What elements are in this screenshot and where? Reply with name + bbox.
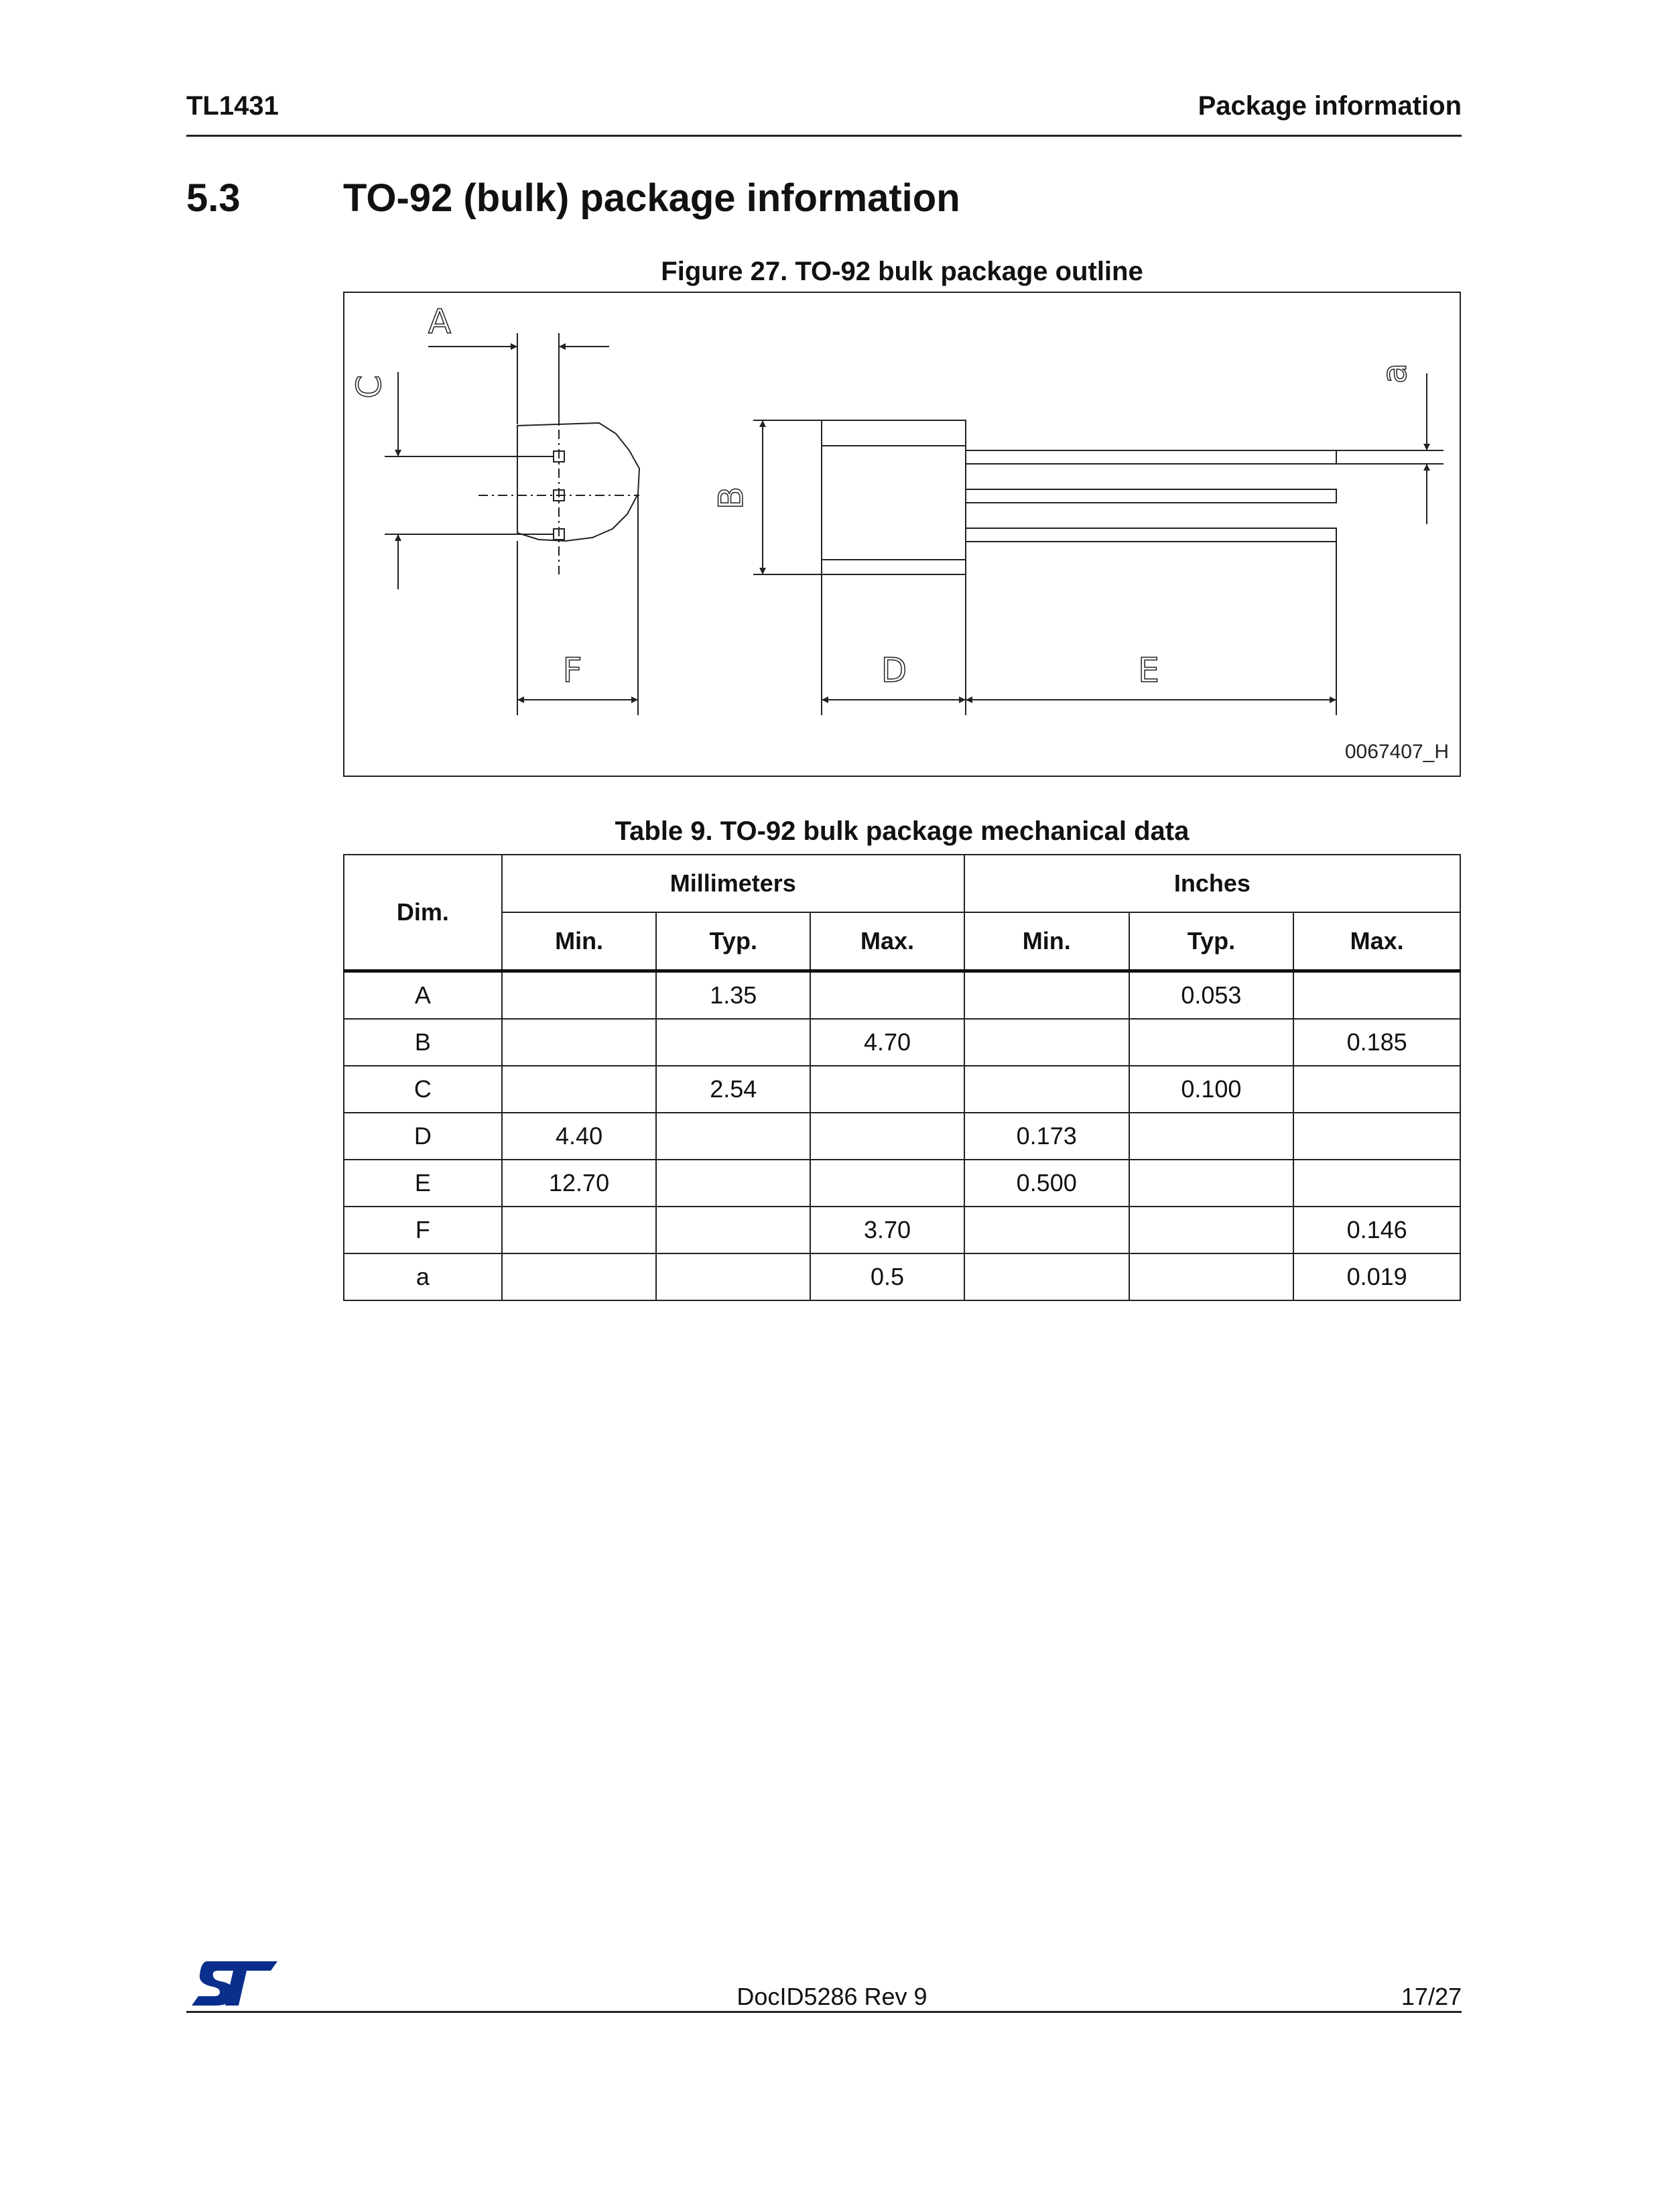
table-row: [344, 1019, 1460, 1066]
value-cell: 0.185: [1293, 1019, 1460, 1066]
value-cell: 0.173: [964, 1113, 1129, 1160]
value-cell: [656, 1253, 810, 1300]
lead-3: [966, 528, 1336, 542]
value-cell: 0.019: [1293, 1253, 1460, 1300]
value-cell: 4.40: [502, 1113, 657, 1160]
value-cell: [1129, 1207, 1294, 1253]
value-cell: [656, 1019, 810, 1066]
inches-header: Inches: [964, 855, 1460, 912]
value-cell: 3.70: [810, 1207, 964, 1253]
footer-page-number: 17/27: [1401, 1983, 1462, 2010]
value-cell: [810, 1113, 964, 1160]
value-cell: 4.70: [810, 1019, 964, 1066]
value-cell: 0.500: [964, 1160, 1129, 1207]
table-header-row: [344, 855, 1460, 912]
value-cell: [502, 971, 657, 1020]
value-cell: [964, 1019, 1129, 1066]
dim-cell: D: [344, 1113, 502, 1160]
value-cell: 0.100: [1129, 1066, 1294, 1113]
package-outline-figure: [343, 292, 1461, 777]
table-caption: Table 9. TO-92 bulk package mechanical data: [615, 816, 1190, 846]
figure-caption: Figure 27. TO-92 bulk package outline: [661, 257, 1143, 286]
value-cell: [502, 1019, 657, 1066]
section-number: 5.3: [186, 176, 241, 220]
label-F: F: [562, 651, 582, 690]
value-cell: [1129, 1113, 1294, 1160]
table-row: [344, 1113, 1460, 1160]
table-subheader-row: [344, 912, 1460, 971]
side-view-body: [822, 420, 966, 574]
value-cell: [964, 971, 1129, 1020]
value-cell: [964, 1066, 1129, 1113]
header-rule: [186, 135, 1462, 137]
front-view-body: [517, 423, 639, 541]
value-cell: [1129, 1253, 1294, 1300]
footer-doc-id: DocID5286 Rev 9: [737, 1983, 927, 2010]
section-title: TO-92 (bulk) package information: [343, 176, 960, 220]
table-row: [344, 971, 1460, 1020]
in-min-header: Min.: [964, 912, 1129, 971]
mm-typ-header: Typ.: [656, 912, 810, 971]
in-typ-header: Typ.: [1129, 912, 1294, 971]
figure-code: 0067407_H: [1344, 741, 1449, 763]
label-D: D: [881, 651, 907, 690]
value-cell: [656, 1160, 810, 1207]
lead-2: [966, 489, 1336, 503]
value-cell: [810, 971, 964, 1020]
table-row: [344, 1207, 1460, 1253]
value-cell: [1129, 1160, 1294, 1207]
value-cell: [502, 1066, 657, 1113]
value-cell: 1.35: [656, 971, 810, 1020]
dim-header: Dim.: [344, 855, 502, 971]
dim-cell: a: [344, 1253, 502, 1300]
value-cell: 0.146: [1293, 1207, 1460, 1253]
dim-cell: E: [344, 1160, 502, 1207]
header-product: TL1431: [186, 91, 279, 121]
dim-cell: C: [344, 1066, 502, 1113]
value-cell: [1293, 971, 1460, 1020]
value-cell: 0.5: [810, 1253, 964, 1300]
value-cell: [502, 1253, 657, 1300]
label-B: B: [712, 486, 751, 510]
lead-1: [966, 450, 1336, 464]
value-cell: [656, 1207, 810, 1253]
value-cell: 12.70: [502, 1160, 657, 1207]
value-cell: [964, 1253, 1129, 1300]
header-section: Package information: [1198, 91, 1462, 121]
value-cell: [1293, 1066, 1460, 1113]
value-cell: [810, 1160, 964, 1207]
dim-cell: B: [344, 1019, 502, 1066]
value-cell: [656, 1113, 810, 1160]
label-A: A: [428, 302, 452, 341]
label-E: E: [1138, 651, 1159, 690]
in-max-header: Max.: [1293, 912, 1460, 971]
table-row: [344, 1160, 1460, 1207]
value-cell: [810, 1066, 964, 1113]
table-row: [344, 1066, 1460, 1113]
mm-min-header: Min.: [502, 912, 657, 971]
dim-cell: A: [344, 971, 502, 1020]
millimeters-header: Millimeters: [502, 855, 964, 912]
value-cell: [964, 1207, 1129, 1253]
value-cell: 0.053: [1129, 971, 1294, 1020]
label-a: a: [1375, 363, 1414, 384]
dim-cell: F: [344, 1207, 502, 1253]
table-row: [344, 1253, 1460, 1300]
label-C: C: [350, 375, 389, 399]
value-cell: [1129, 1019, 1294, 1066]
package-outline-drawing: [344, 293, 1460, 776]
value-cell: [1293, 1113, 1460, 1160]
mechanical-data-table: [343, 854, 1461, 1301]
footer-rule: [186, 2011, 1462, 2013]
value-cell: 2.54: [656, 1066, 810, 1113]
mm-max-header: Max.: [810, 912, 964, 971]
value-cell: [502, 1207, 657, 1253]
value-cell: [1293, 1160, 1460, 1207]
